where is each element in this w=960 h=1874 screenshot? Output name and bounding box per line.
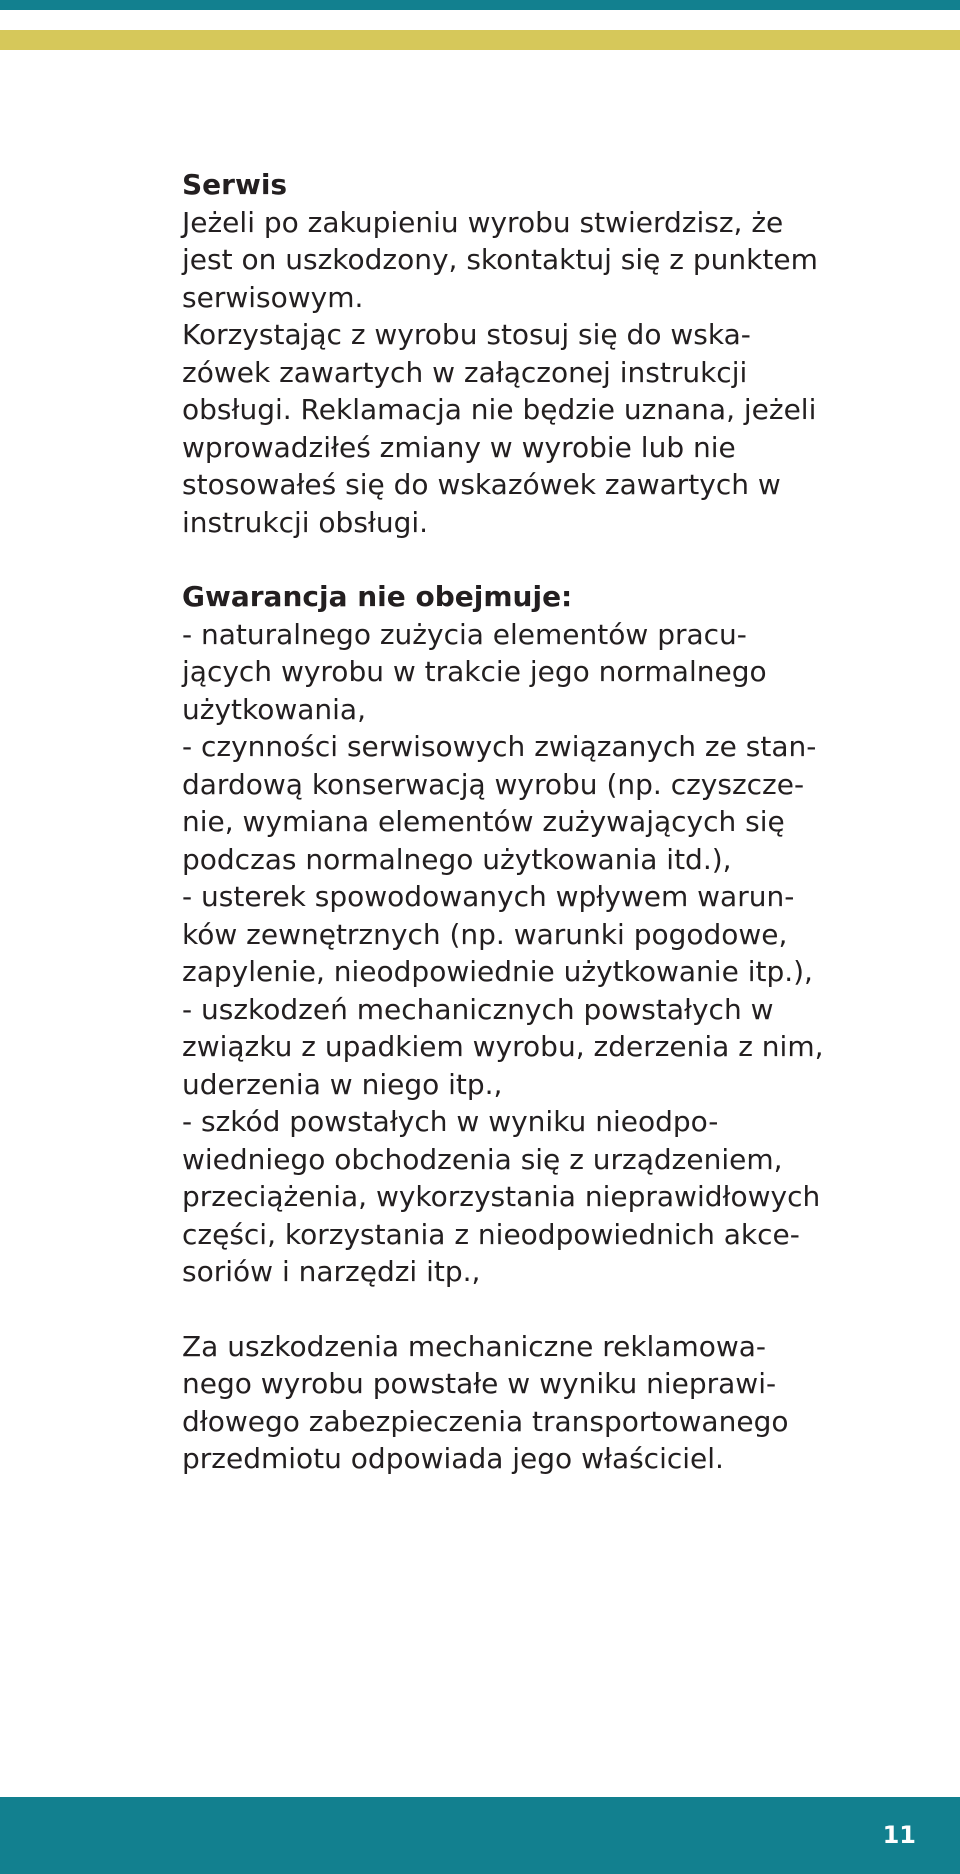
warranty-line: nie, wymiana elementów zużywających się — [182, 805, 785, 838]
top-accent-bar-yellow — [0, 30, 960, 50]
warranty-section — [182, 578, 882, 1291]
transport-line: Za uszkodzenia mechaniczne reklamowa- — [182, 1329, 767, 1363]
service-line: Korzystając z wyrobu stosuj się do wska- — [182, 318, 751, 351]
transport-line: dłowego zabezpieczenia transportowanego — [182, 1404, 789, 1438]
warranty-line: związku z upadkiem wyrobu, zderzenia z nim, — [182, 1030, 824, 1063]
warranty-line: soriów i narzędzi itp., — [182, 1255, 481, 1288]
warranty-line: - naturalnego zużycia elementów pracu- — [182, 617, 747, 651]
warranty-line: jących wyrobu w trakcie jego normalnego — [182, 655, 767, 688]
footer-bar — [0, 1797, 960, 1874]
transport-line: przedmiotu odpowiada jego właściciel. — [182, 1442, 724, 1475]
service-line: serwisowym. — [182, 280, 364, 314]
service-section — [182, 166, 882, 541]
service-heading: Serwis — [182, 168, 288, 201]
service-line: zówek zawartych w załączonej instrukcji — [182, 355, 748, 389]
warranty-line: - uszkodzeń mechanicznych powstałych w — [182, 992, 774, 1026]
service-line: instrukcji obsługi. — [182, 505, 429, 539]
warranty-line: przeciążenia, wykorzystania nieprawidłowych — [182, 1180, 821, 1213]
service-line: wprowadziłeś zmiany w wyrobie lub nie — [182, 430, 736, 464]
service-line: stosowałeś się do wskazówek zawartych w — [182, 468, 781, 501]
warranty-line: dardową konserwacją wyrobu (np. czyszcze- — [182, 767, 805, 801]
warranty-line: ków zewnętrznych (np. warunki pogodowe, — [182, 917, 788, 951]
warranty-line: użytkowania, — [182, 692, 366, 726]
service-line: jest on uszkodzony, skontaktuj się z punktem — [182, 243, 818, 276]
warranty-line: wiedniego obchodzenia się z urządzeniem, — [182, 1142, 783, 1176]
top-accent-bar-teal — [0, 0, 960, 10]
warranty-line: zapylenie, nieodpowiednie użytkowanie itp.), — [182, 955, 813, 988]
warranty-line: - czynności serwisowych związanych ze stan- — [182, 730, 817, 763]
service-line: Jeżeli po zakupieniu wyrobu stwierdzisz, że — [182, 205, 784, 239]
warranty-heading: Gwarancja nie obejmuje: — [182, 580, 573, 613]
warranty-line: podczas normalnego użytkowania itd.), — [182, 842, 732, 876]
warranty-line: - usterek spowodowanych wpływem warun- — [182, 880, 795, 913]
warranty-line: uderzenia w niego itp., — [182, 1067, 503, 1101]
warranty-line: części, korzystania z nieodpowiednich akce- — [182, 1217, 800, 1251]
transport-section — [182, 1328, 882, 1478]
transport-line: nego wyrobu powstałe w wyniku nieprawi- — [182, 1367, 777, 1400]
service-line: obsługi. Reklamacja nie będzie uznana, jeżeli — [182, 393, 817, 426]
page-content — [182, 166, 882, 1478]
page-number: 11 — [882, 1821, 916, 1849]
warranty-line: - szkód powstałych w wyniku nieodpo- — [182, 1105, 719, 1138]
